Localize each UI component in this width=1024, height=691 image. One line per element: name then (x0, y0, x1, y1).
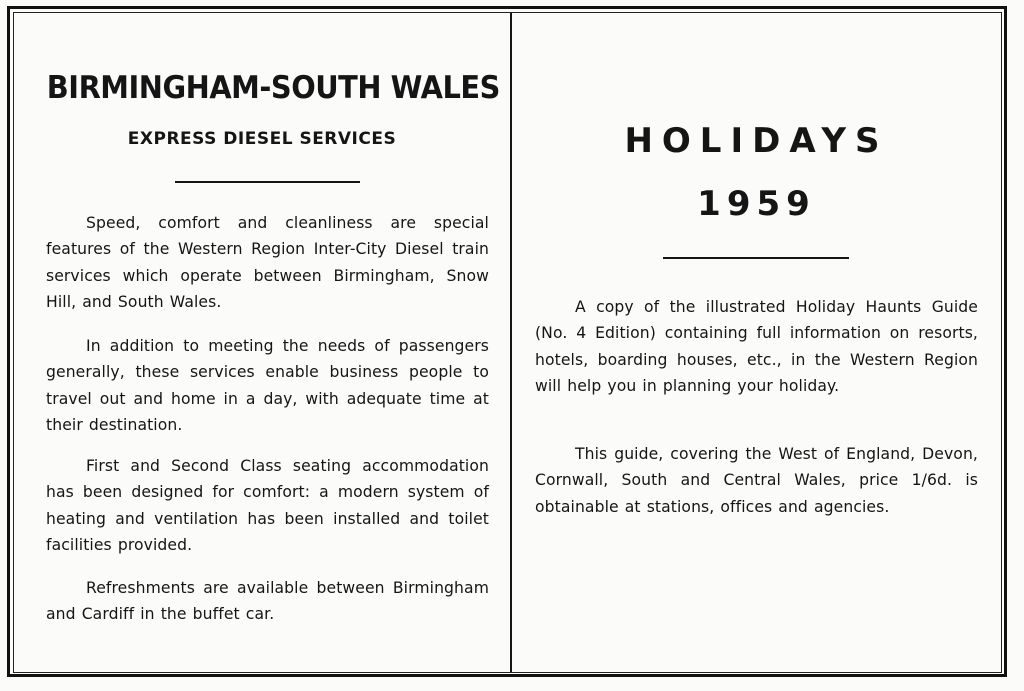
left-paragraph-4 (46, 575, 489, 628)
left-paragraph-3 (46, 453, 489, 559)
left-paragraph-1-text: Speed, comfort and cleanliness are special features of the Western Region Inter-City Diesel train services which operate between Birmingham, Snow Hill, and South Wales. (46, 214, 489, 312)
left-paragraph-2 (46, 333, 489, 439)
right-panel-title: HOLIDAYS (624, 121, 889, 161)
right-paragraph-2 (535, 441, 978, 520)
right-paragraph-1-text: A copy of the illustrated Holiday Haunts Guide (No. 4 Edition) containing full information on resorts, hotels, boarding houses, etc., in the Western Region will help you in planning your holiday. (535, 298, 978, 396)
right-title-rule (663, 257, 849, 259)
right-paragraph-1 (535, 294, 978, 400)
left-panel-subtitle: EXPRESS DIESEL SERVICES (127, 129, 397, 149)
left-paragraph-2-text: In addition to meeting the needs of passengers generally, these services enable business people to travel out and home in a day, with adequate time at their destination. (46, 337, 489, 435)
left-paragraph-4-text: Refreshments are available between Birmingham and Cardiff in the buffet car. (46, 579, 489, 624)
left-title-rule (175, 181, 360, 183)
left-paragraph-1 (46, 210, 489, 316)
left-panel-express-diesel (14, 13, 510, 672)
left-panel-title: BIRMINGHAM-SOUTH WALES (46, 70, 500, 106)
right-panel-year: 1959 (697, 184, 816, 224)
right-paragraph-2-text: This guide, covering the West of England, Devon, Cornwall, South and Central Wales, price 1/6d. is obtainable at stations, offices and agencies. (535, 445, 978, 516)
right-panel-holidays (512, 13, 1001, 672)
left-paragraph-3-text: First and Second Class seating accommodation has been designed for comfort: a modern system of heating and ventilation has been installed and toilet facilities provided. (46, 457, 489, 555)
